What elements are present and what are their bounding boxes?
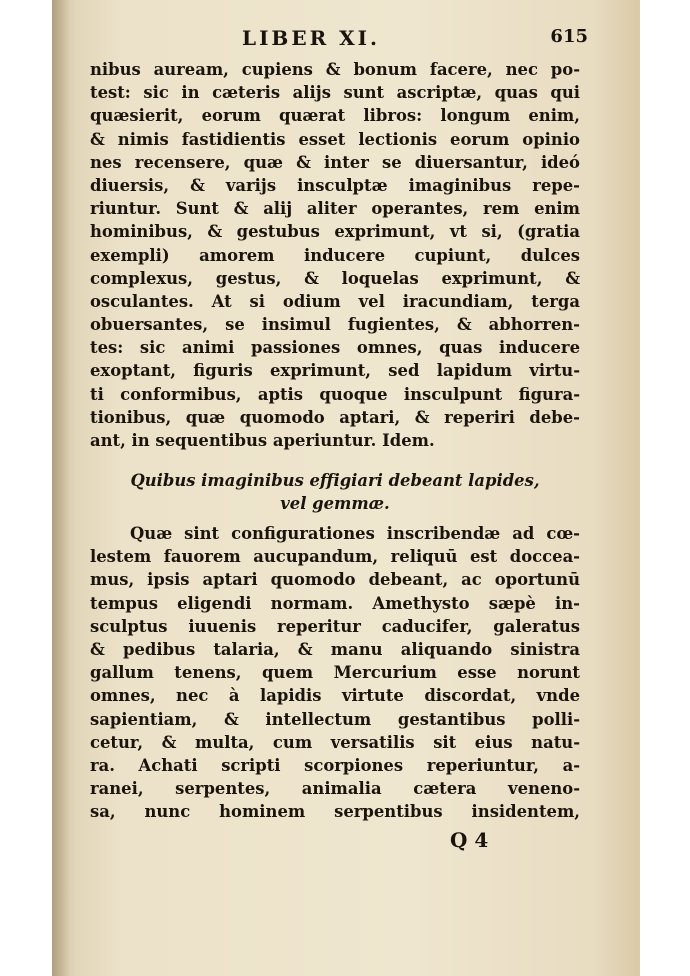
text-line: diuersis, & varijs insculptæ imaginibus repe-: [90, 175, 580, 195]
text-line: quæsierit, eorum quærat libros: longum enim,: [90, 106, 580, 126]
text-line: riuntur. Sunt & alij aliter operantes, rem enim: [90, 199, 580, 219]
text-line: sa, nunc hominem serpentibus insidentem,: [90, 802, 580, 822]
paragraph-2: [90, 522, 580, 823]
text-line: & nimis fastidientis esset lectionis eorum opinio: [90, 129, 580, 149]
text-line: Quæ sint configurationes inscribendæ ad cœ-: [130, 524, 580, 543]
section-heading: [90, 470, 580, 516]
book-page: [52, 0, 640, 976]
text-line: omnes, nec à lapidis virtute discordat, vnde: [90, 686, 580, 706]
text-line: cetur, & multa, cum versatilis sit eius natu-: [90, 732, 580, 752]
text-line: obuersantes, se insimul fugientes, & abhorren-: [90, 315, 580, 335]
text-line: ra. Achati scripti scorpiones reperiuntur, a-: [90, 755, 580, 775]
text-line: hominibus, & gestubus exprimunt, vt si, (gratia: [90, 222, 580, 242]
text-line: nibus auream, cupiens & bonum facere, nec po-: [90, 60, 580, 79]
page-header: [52, 26, 640, 50]
paragraph-1: [90, 58, 580, 452]
heading-line: Quibus imaginibus effigiari debeant lapides,: [130, 471, 540, 490]
text-line: exoptant, figuris exprimunt, sed lapidum virtu-: [90, 361, 580, 381]
running-head: LIBER XI.: [242, 26, 380, 50]
text-line: lestem fauorem aucupandum, reliquū est doccea-: [90, 547, 580, 567]
text-line: tes: sic animi passiones omnes, quas inducere: [90, 338, 580, 358]
text-line: ti conformibus, aptis quoque insculpunt figura-: [90, 384, 580, 404]
signature-mark: Q 4: [450, 828, 489, 852]
text-line: test: sic in cæteris alijs sunt ascriptæ, quas qui: [90, 83, 580, 103]
text-line: exempli) amorem inducere cupiunt, dulces: [90, 245, 580, 265]
text-line: ant, in sequentibus aperiuntur. Idem.: [90, 431, 435, 450]
text-line: sculptus iuuenis reperitur caducifer, galeratus: [90, 616, 580, 636]
text-line: tempus eligendi normam. Amethysto sæpè in-: [90, 593, 580, 613]
text-line: osculantes. At si odium vel iracundiam, terga: [90, 291, 580, 311]
page-number: 615: [550, 26, 588, 47]
text-line: nes recensere, quæ & inter se diuersantur, ideó: [90, 152, 580, 172]
heading-line: vel gemmæ.: [280, 494, 390, 514]
text-line: gallum tenens, quem Mercurium esse norunt: [90, 663, 580, 683]
text-line: tionibus, quæ quomodo aptari, & reperiri debe-: [90, 407, 580, 427]
text-line: sapientiam, & intellectum gestantibus polli-: [90, 709, 580, 729]
text-line: & pedibus talaria, & manu aliquando sinistra: [90, 639, 580, 659]
text-line: ranei, serpentes, animalia cætera veneno-: [90, 779, 580, 799]
text-line: mus, ipsis aptari quomodo debeant, ac oportunū: [90, 570, 580, 590]
text-line: complexus, gestus, & loquelas exprimunt, &: [90, 268, 580, 288]
